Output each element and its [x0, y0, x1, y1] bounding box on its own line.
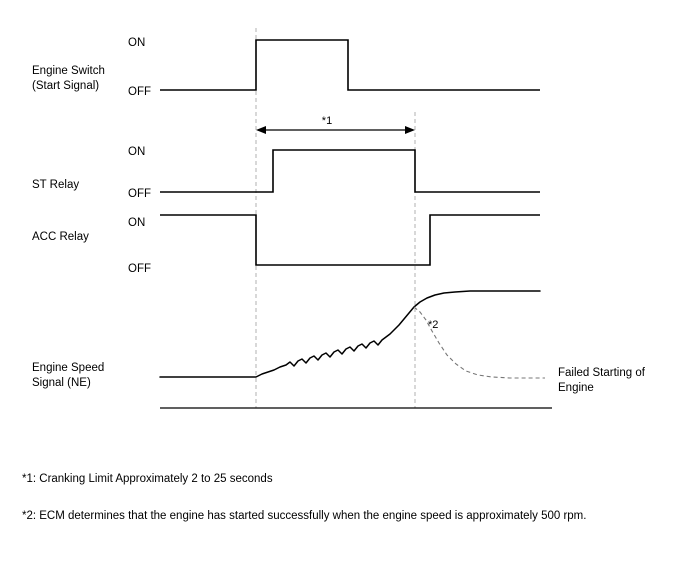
state-label-st-relay-on: ON	[128, 146, 146, 158]
waveform-engine-switch	[160, 40, 540, 90]
waveform-engine-speed	[160, 291, 540, 377]
row-label-engine-speed-line1: Engine Speed	[32, 362, 105, 374]
note-cranking-limit: *1: Cranking Limit Approximately 2 to 25 seconds	[22, 473, 273, 485]
label-failed-start-line1: Failed Starting of	[558, 367, 645, 379]
row-label-acc-relay: ACC Relay	[32, 231, 89, 243]
row-label-engine-speed-line2: Signal (NE)	[32, 377, 91, 389]
cranking-limit-arrow-left-head	[256, 126, 266, 134]
row-label-engine-switch-line2: (Start Signal)	[32, 80, 100, 92]
row-label-engine-switch-line1: Engine Switch	[32, 65, 105, 77]
notes-section	[22, 472, 672, 546]
state-label-engine-switch-off: OFF	[128, 86, 151, 98]
note-ecm-start-determination: *2: ECM determines that the engine has started successfully when the engine speed is approximately 500 rpm.	[22, 510, 587, 522]
waveform-failed-start	[414, 307, 545, 378]
state-label-engine-switch-on: ON	[128, 37, 146, 49]
state-label-acc-relay-on: ON	[128, 217, 146, 229]
annotation-cranking-limit-marker: *1	[321, 115, 333, 127]
waveform-st-relay	[160, 150, 540, 192]
label-failed-start-line2: Engine	[558, 382, 594, 394]
state-label-st-relay-off: OFF	[128, 188, 151, 200]
row-label-st-relay: ST Relay	[32, 179, 80, 191]
annotation-engine-started-marker: *2	[428, 319, 439, 331]
waveform-acc-relay	[160, 215, 540, 265]
cranking-limit-arrow-right-head	[405, 126, 415, 134]
state-label-acc-relay-off: OFF	[128, 263, 151, 275]
